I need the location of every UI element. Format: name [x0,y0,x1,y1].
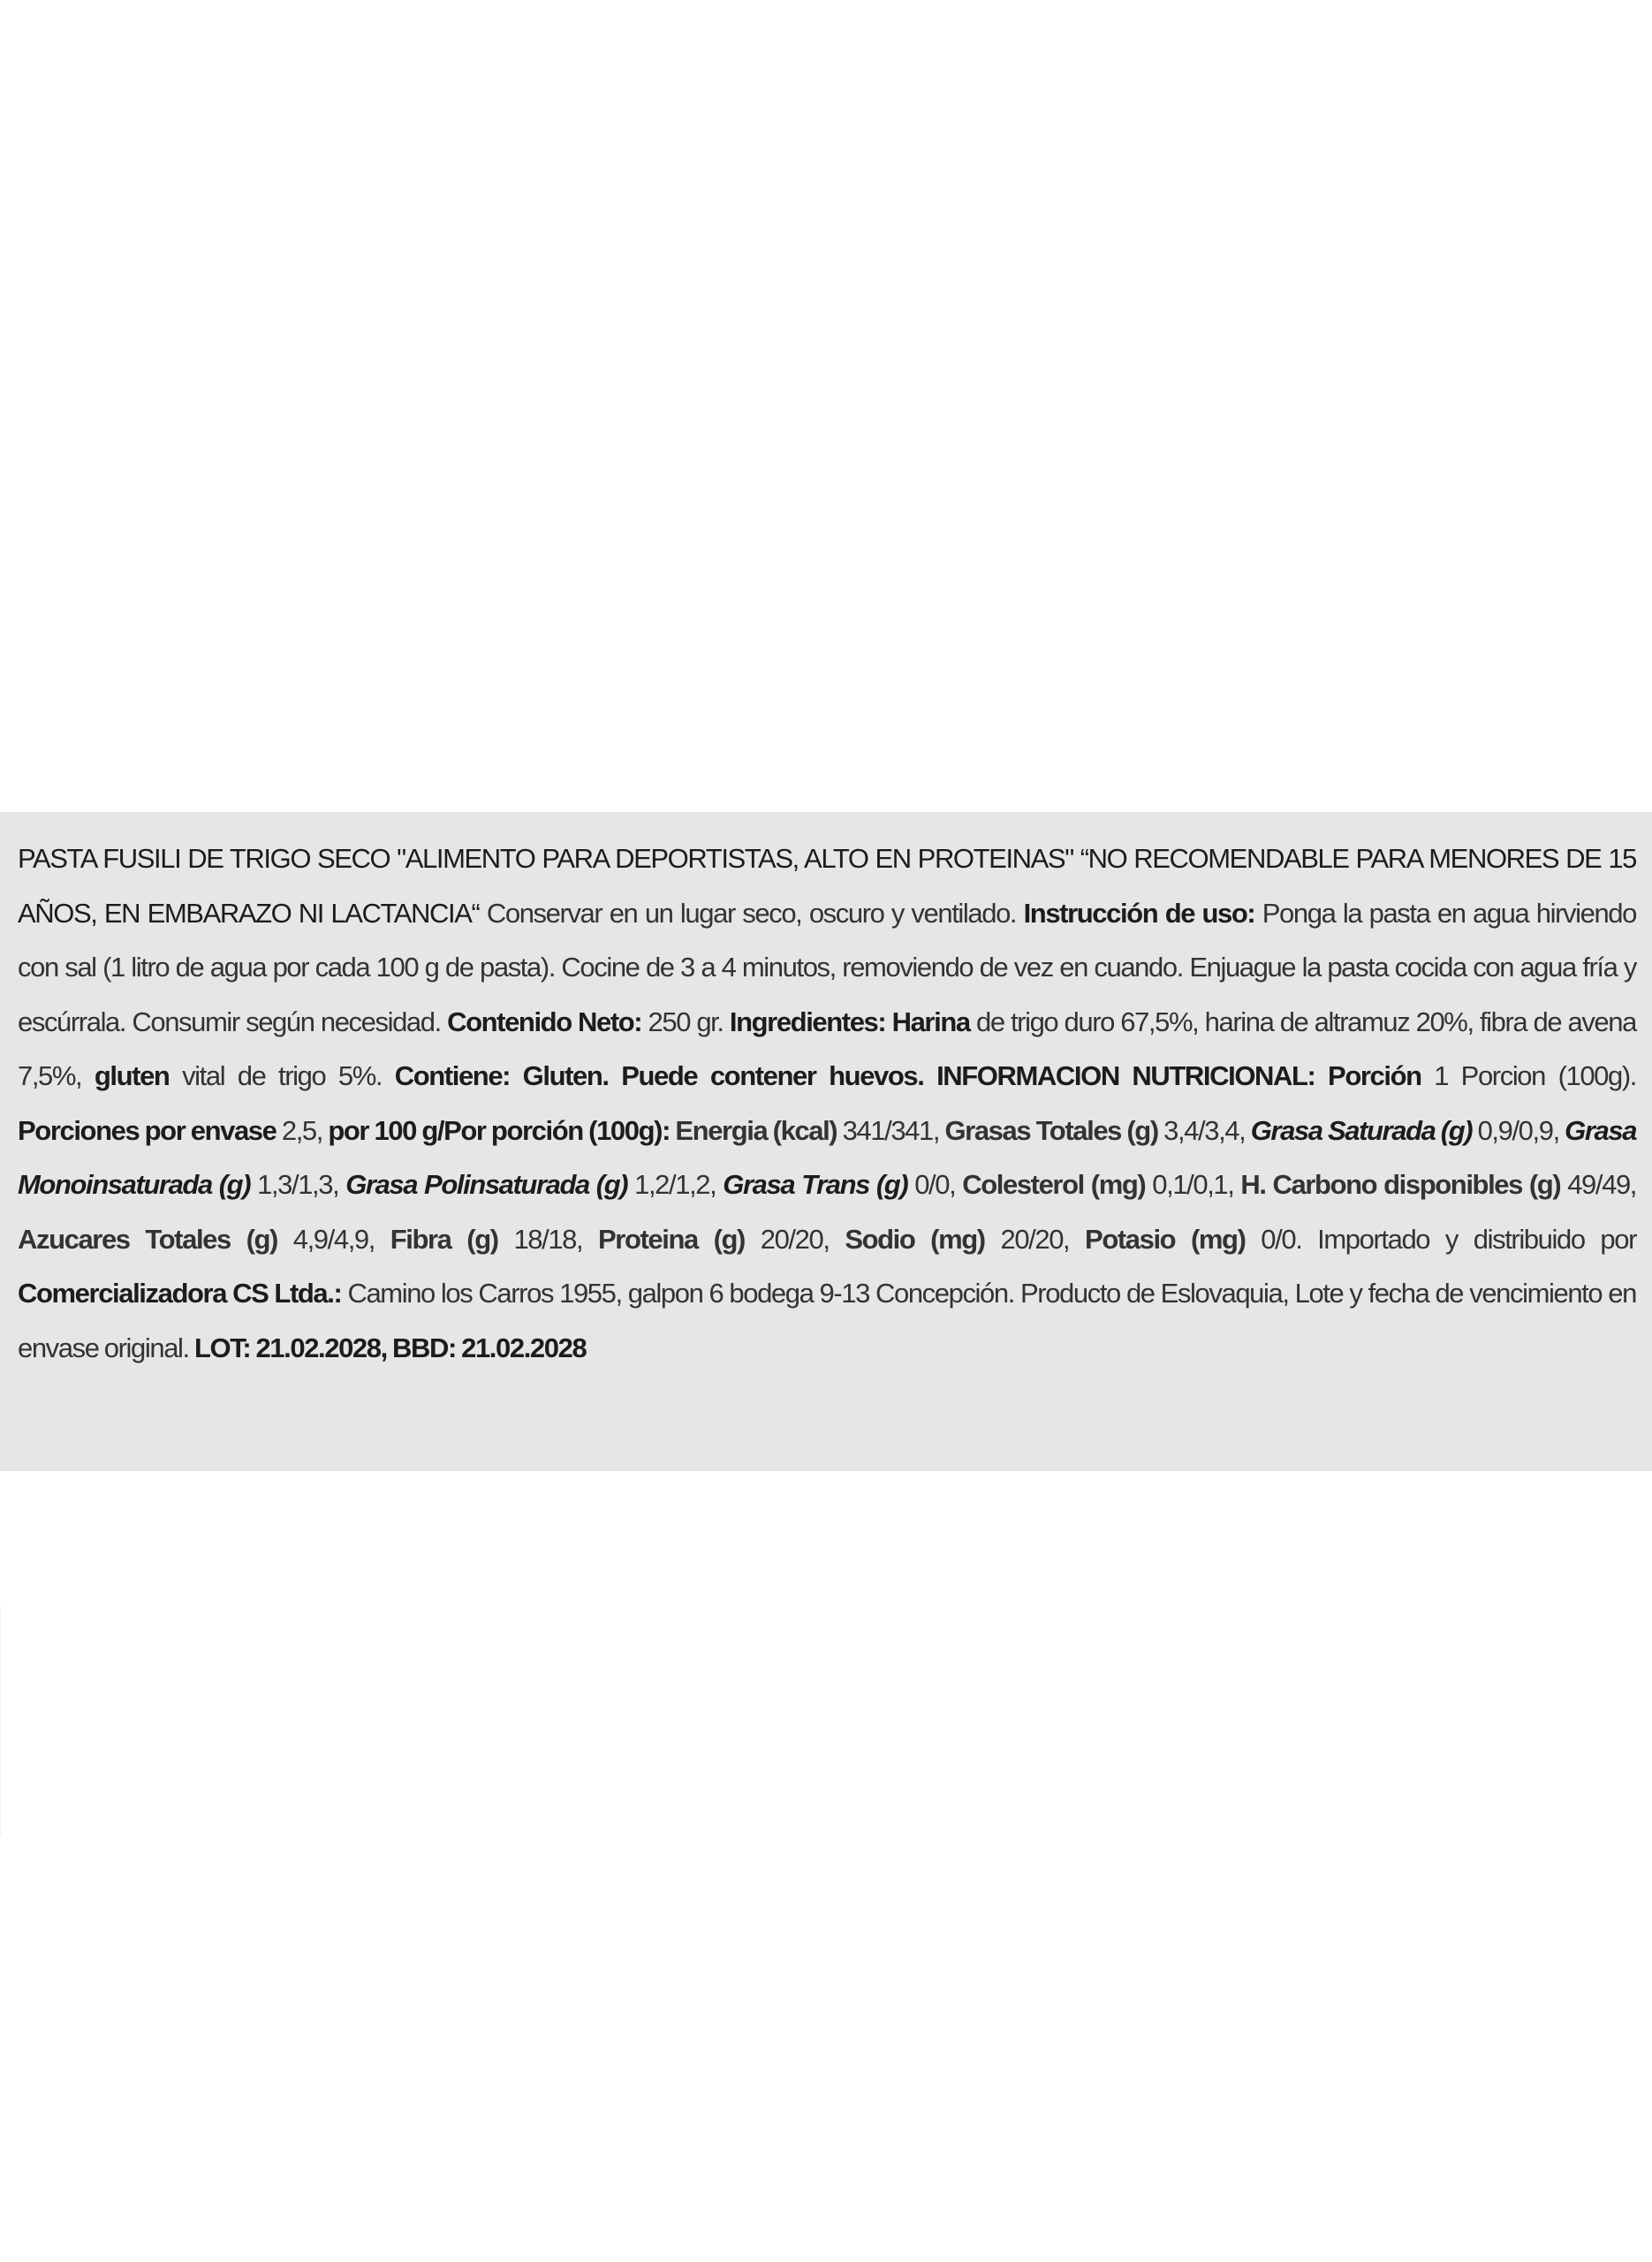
nutrition-value: 4,9/4,9, [292,1223,375,1255]
nutrition-label: Potasio (mg) [1085,1223,1246,1255]
nutrition-value: 1,3/1,3, [257,1169,339,1200]
nutrition-value: 49/49, [1567,1169,1637,1200]
ingredients-text-end: vital de trigo 5%. [182,1060,383,1091]
net-content-value: 250 gr. [648,1006,724,1037]
nutrition-value: 0,1/0,1, [1152,1169,1234,1200]
nutrition-value: 20/20, [760,1223,830,1255]
edge-divider [0,1605,1,1835]
product-title: PASTA FUSILI DE TRIGO SECO "ALIMENTO PARA DEPORTISTAS, ALTO EN PROTEINAS" “NO RECOMENDABLE PARA MENORES DE 15 AÑOS, EN EMBARAZO NI LACTANCIA“ [18,843,1636,929]
servings-value: 2,5, [281,1114,322,1146]
product-label-panel [0,812,1652,1471]
nutrition-value: 0,9/0,9, [1477,1114,1559,1146]
net-content-label: Contenido Neto: [447,1006,642,1037]
importer-name: Comercializadora CS Ltda.: [18,1278,342,1309]
nutrition-value: 1,2/1,2, [634,1169,716,1200]
contains-text: Contiene: Gluten. Puede contener huevos. INFORMACION NUTRICIONAL: Porción [394,1060,1421,1091]
storage-text: Conservar en un lugar seco, oscuro y ventilado. [486,897,1017,929]
nutrition-label: Grasa Saturada (g) [1250,1114,1473,1146]
product-label-text [18,831,1636,1375]
ingredients-gluten: gluten [94,1060,170,1091]
nutrition-value: 341/341, [842,1114,940,1146]
nutrition-value: 20/20, [1000,1223,1070,1255]
nutrition-label: Sodio (mg) [845,1223,985,1255]
nutrition-label: Energia (kcal) [675,1114,837,1146]
portion-value: 1 Porcion (100g). [1434,1060,1636,1091]
nutrition-label: Grasa Trans (g) [723,1169,908,1200]
nutrition-label: Proteina (g) [598,1223,745,1255]
nutrition-value: 0/0, [914,1169,956,1200]
per-portion-label: por 100 g/Por porción (100g): [328,1114,670,1146]
nutrition-label: Grasa Monoinsaturada (g) [18,1114,1637,1200]
lot-info: LOT: 21.02.2028, BBD: 21.02.2028 [193,1332,587,1363]
ingredients-label: Ingredientes: [729,1006,886,1037]
nutrition-value: 18/18, [513,1223,583,1255]
nutrition-label: Azucares Totales (g) [18,1223,277,1255]
nutrition-label: Colesterol (mg) [962,1169,1146,1200]
instructions-label: Instrucción de uso: [1023,897,1255,929]
ingredients-first-word: Harina [891,1006,970,1037]
importer-address: Camino los Carros 1955, galpon 6 bodega 9-13 Concepción. Producto de Eslovaquia, Lote y fecha de vencimiento en envase original. [18,1278,1636,1363]
importer-text: Importado y distribuido por [1317,1223,1637,1255]
nutrition-label: Fibra (g) [390,1223,498,1255]
instructions-text: Ponga la pasta en agua hirviendo con sal (1 litro de agua por cada 100 g de pasta). Cocine de 3 a 4 minutos, removiendo de vez en cuando. Enjuague la pasta cocida con agua fría y escúrrala. Consumir según necesidad. [18,897,1636,1037]
nutrition-value: 3,4/3,4, [1163,1114,1246,1146]
nutrition-label: Grasa Polinsaturada (g) [345,1169,628,1200]
nutrition-value: 0/0. [1261,1223,1302,1255]
nutrition-label: H. Carbono disponibles (g) [1240,1169,1561,1200]
servings-label: Porciones por envase [18,1114,277,1146]
nutrition-label: Grasas Totales (g) [944,1114,1158,1146]
ingredients-text: de trigo duro 67,5%, harina de altramuz 20%, fibra de avena 7,5%, [18,1006,1636,1091]
